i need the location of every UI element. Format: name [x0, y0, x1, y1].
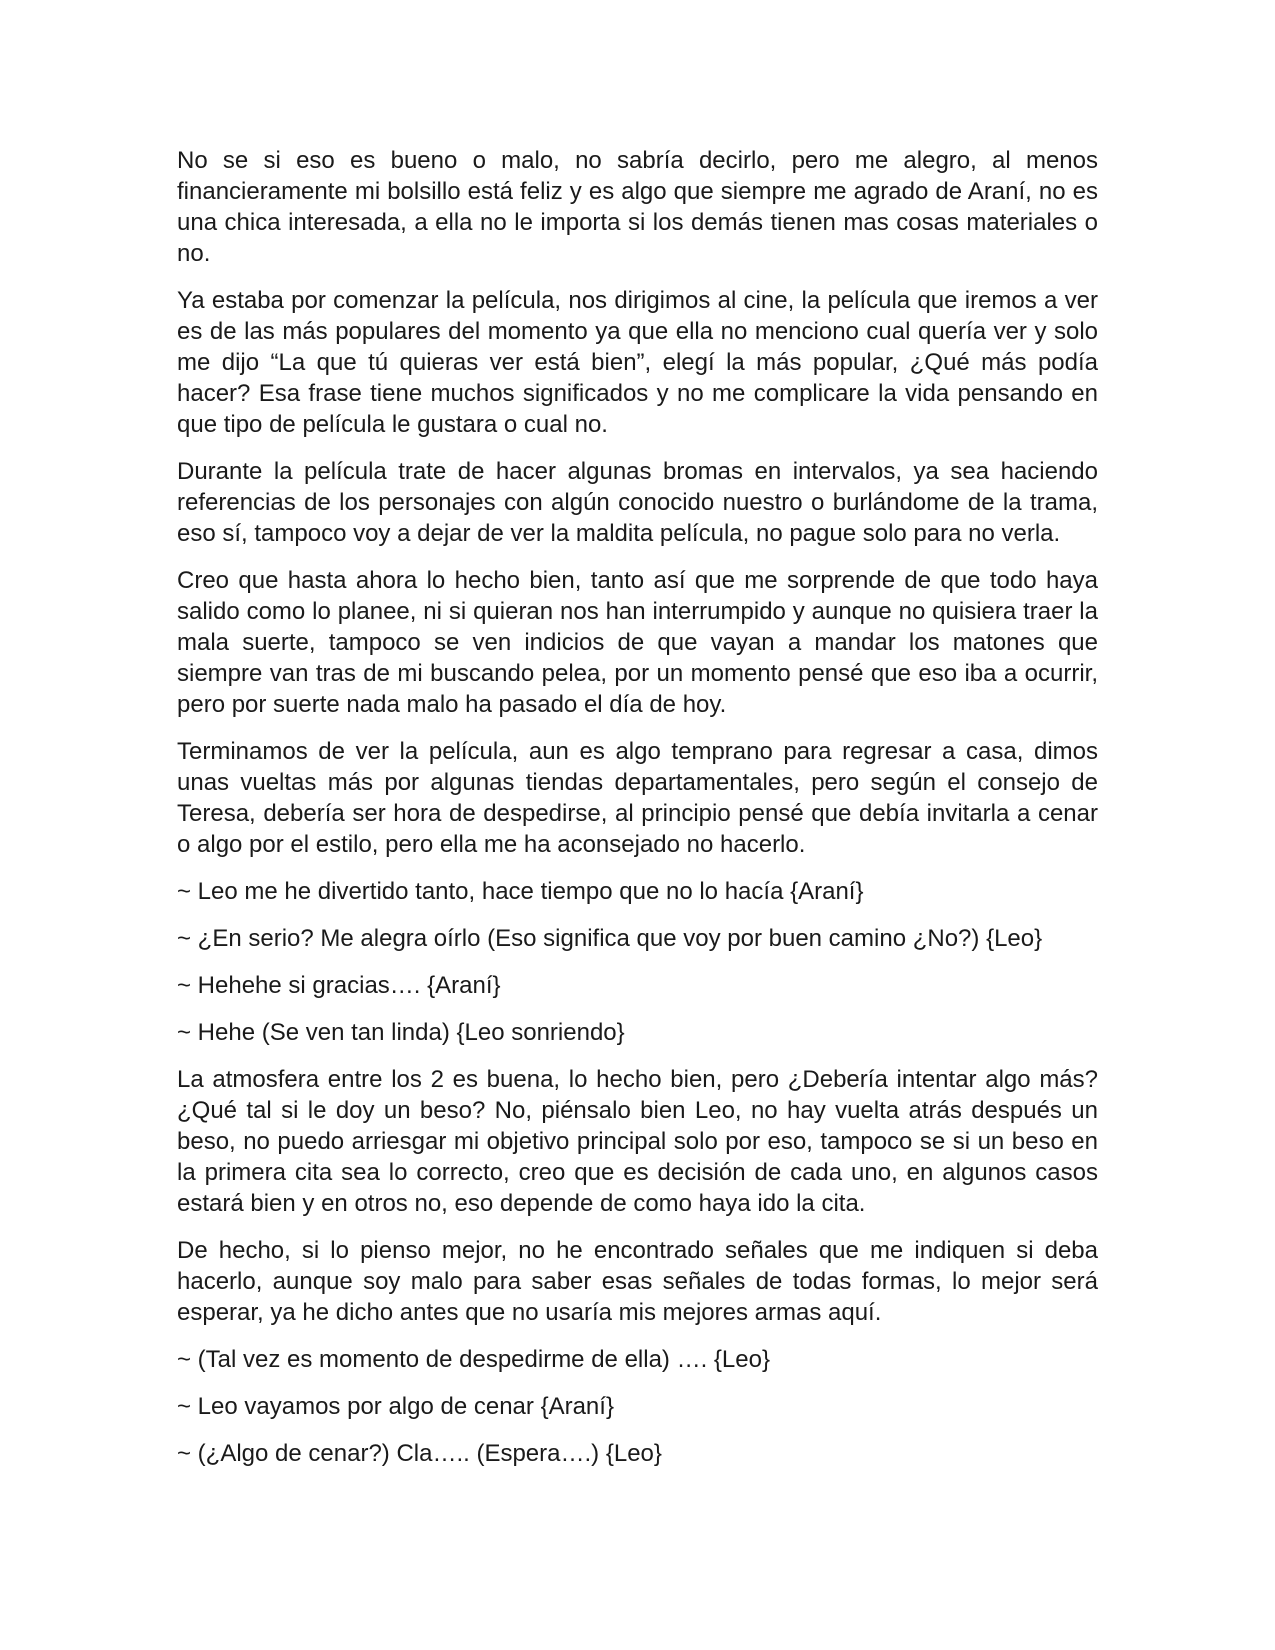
- document-body: [177, 145, 1098, 1485]
- paragraph: La atmosfera entre los 2 es buena, lo hecho bien, pero ¿Debería intentar algo más? ¿Qué tal si le doy un beso? No, piénsalo bien Leo, no hay vuelta atrás después un beso, no puedo arriesgar mi objetivo principal solo por eso, tampoco se si un beso en la primera cita sea lo correcto, creo que es decisión de cada uno, en algunos casos estará bien y en otros no, eso depende de como haya ido la cita.: [177, 1066, 1098, 1217]
- paragraph: No se si eso es bueno o malo, no sabría decirlo, pero me alegro, al menos financieramente mi bolsillo está feliz y es algo que siempre me agrado de Araní, no es una chica interesada, a ella no le importa si los demás tienen mas cosas materiales o no.: [177, 147, 1098, 267]
- dialogue-line: ~ Leo vayamos por algo de cenar {Araní}: [177, 1393, 614, 1420]
- dialogue-line: ~ (Tal vez es momento de despedirme de ella) …. {Leo}: [177, 1346, 770, 1373]
- dialogue-line: ~ Hehehe si gracias…. {Araní}: [177, 972, 501, 999]
- paragraph: Ya estaba por comenzar la película, nos dirigimos al cine, la película que iremos a ver es de las más populares del momento ya que ella no menciono cual quería ver y solo me dijo “La que tú quieras ver está bien”, elegí la más popular, ¿Qué más podía hacer? Esa frase tiene muchos significados y no me complicare la vida pensando en que tipo de película le gustara o cual no.: [177, 287, 1098, 438]
- dialogue-line: ~ Hehe (Se ven tan linda) {Leo sonriendo}: [177, 1019, 625, 1046]
- paragraph: Creo que hasta ahora lo hecho bien, tanto así que me sorprende de que todo haya salido como lo planee, ni si quieran nos han interrumpido y aunque no quisiera traer la mala suerte, tampoco se ven indicios de que vayan a mandar los matones que siempre van tras de mi buscando pelea, por un momento pensé que eso iba a ocurrir, pero por suerte nada malo ha pasado el día de hoy.: [177, 567, 1098, 718]
- dialogue-line: ~ ¿En serio? Me alegra oírlo (Eso significa que voy por buen camino ¿No?) {Leo}: [177, 925, 1043, 952]
- paragraph: Durante la película trate de hacer algunas bromas en intervalos, ya sea haciendo referencias de los personajes con algún conocido nuestro o burlándome de la trama, eso sí, tampoco voy a dejar de ver la maldita película, no pague solo para no verla.: [177, 458, 1098, 547]
- paragraph: Terminamos de ver la película, aun es algo temprano para regresar a casa, dimos unas vueltas más por algunas tiendas departamentales, pero según el consejo de Teresa, debería ser hora de despedirse, al principio pensé que debía invitarla a cenar o algo por el estilo, pero ella me ha aconsejado no hacerlo.: [177, 738, 1098, 858]
- dialogue-line: ~ (¿Algo de cenar?) Cla….. (Espera….) {Leo}: [177, 1440, 662, 1467]
- dialogue-line: ~ Leo me he divertido tanto, hace tiempo que no lo hacía {Araní}: [177, 878, 864, 905]
- paragraph: De hecho, si lo pienso mejor, no he encontrado señales que me indiquen si deba hacerlo, aunque soy malo para saber esas señales de todas formas, lo mejor será esperar, ya he dicho antes que no usaría mis mejores armas aquí.: [177, 1237, 1098, 1326]
